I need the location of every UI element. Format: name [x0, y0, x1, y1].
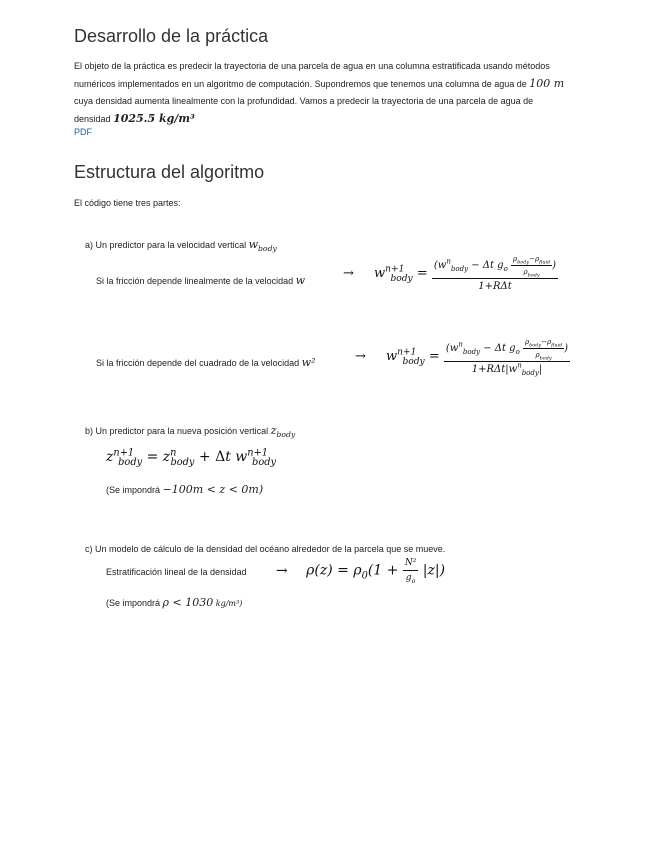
parts-intro: El código tiene tres partes: [74, 198, 181, 208]
pdf-link[interactable]: PDF [74, 127, 92, 137]
part-a-quadratic-label: Si la fricción depende del cuadrado de la velocidad w² [96, 356, 316, 369]
intro-line-2: numéricos implementados en un algoritmo de computación. Supondremos que tenemos una columna de agua de 100 m [74, 77, 565, 90]
equation-velocity-quadratic: → $w^{n+1}_{body}$ = ($w^n_{body} - \Delta t$ $g_o$ $\frac{\rho_{body}-\rho_{fluid}}{\rho_{body}}$ ) $1+R\Delta t|w^n_{body}|$ [355, 338, 569, 377]
part-a-linear-label: Si la fricción depende linealmente de la velocidad w [96, 274, 306, 287]
equation-velocity-linear: → $w^{n+1}_{body}$ = ($w^n_{body} - \Delta t$ $g_o$ $\frac{\rho_{body}-\rho_{fluid}}{\rho_{body}}$ ) 1+RΔt [343, 255, 557, 292]
part-b-label: b) Un predictor para la nueva posición vertical $z_{body}$ [85, 424, 296, 440]
part-b-constraint: (Se impondrá −100m < z < 0m) [106, 483, 264, 496]
intro-line-4: densidad 1025.5 kg/m³ [74, 112, 195, 125]
part-a-label: a) Un predictor para la velocidad vertical $w_{body}$ [85, 238, 277, 254]
intro-depth-value: 100 m [529, 77, 565, 90]
intro-density-value: 1025.5 kg/m³ [113, 112, 195, 125]
intro-line-1: El objeto de la práctica es predecir la trayectoria de una parcela de agua en una columna estratificada usando métodos [74, 61, 550, 71]
part-c-strat-label: Estratificación lineal de la densidad [106, 567, 247, 577]
equation-density: → $\rho(z) = \rho_0(1$ + $\frac{\text{N²}}{g_o}$ |z|) [276, 558, 446, 585]
section-title-desarrollo: Desarrollo de la práctica [74, 26, 269, 46]
intro-paragraph [74, 58, 634, 128]
intro-line-3: cuya densidad aumenta linealmente con la profundidad. Vamos a predecir la trayectoria de una parcela de agua de [74, 96, 534, 106]
part-c-constraint: (Se impondrá ρ < 1030 kg/m³) [106, 596, 243, 609]
equation-position: $z^{n+1}_{body} = z^n_{body} + \Delta t$ $w^{n+1}_{body}$ [106, 447, 277, 468]
part-c-label: c) Un modelo de cálculo de la densidad del océano alrededor de la parcela que se mueve. [85, 544, 446, 554]
section-title-estructura: Estructura del algoritmo [74, 162, 265, 182]
